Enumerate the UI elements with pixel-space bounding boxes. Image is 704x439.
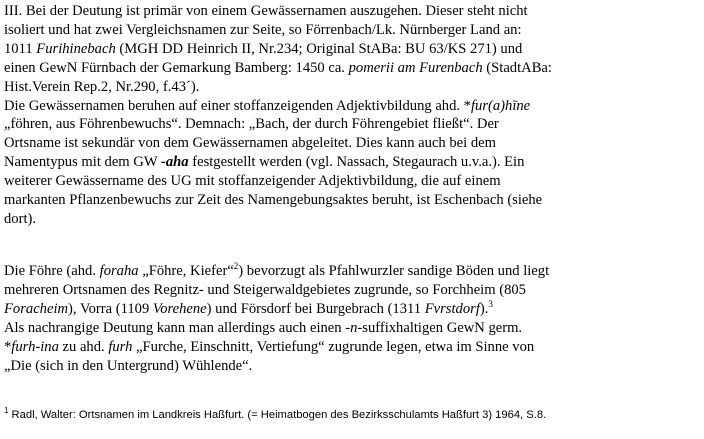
text-line (4, 300, 700, 319)
text-line (4, 78, 700, 97)
text-run: „Föhre, Kiefer“ (138, 263, 234, 279)
text-run: Vorehene (152, 300, 207, 317)
text-run: fur(a)hīne (470, 97, 531, 114)
text-run: 1011 (4, 40, 37, 57)
text-run: Als nachrangige Deutung kann man allerdings auch einen (4, 319, 346, 336)
text-run: -aha (161, 154, 189, 171)
text-run: III. Bei der Deutung ist primär von einem Gewässernamen auszugehen. Dieser steht nicht (4, 3, 528, 19)
text-run: markanten Pflanzenbewuchs zur Zeit des Namengebungsaktes beruht, ist Eschenbach (siehe (4, 192, 543, 209)
text-run: Fvrstdorf (424, 300, 480, 317)
paragraph-foehre (4, 262, 700, 375)
text-line (4, 281, 700, 300)
text-run: -n- (345, 319, 363, 336)
text-run: ) und Försdorf bei Burgebrach (1311 (206, 300, 425, 317)
text-run: Die Föhre (ahd. (4, 263, 100, 279)
text-run: „Die (sich in den Untergrund) Wühlende“. (4, 357, 253, 374)
footnote-text: Radl, Walter: Ortsnamen im Landkreis Haßfurt. (= Heimatbogen des Bezirksschulamts Haßfurt 3) 1964, S.8. (8, 409, 547, 421)
text-run: Furihinebach (36, 40, 116, 57)
text-run: „föhren, aus Föhrenbewuchs“. Demnach: „Bach, der durch Föhrengebiet fließt“. Der (4, 116, 499, 133)
text-line (4, 153, 700, 172)
text-run: einen GewN Fürnbach der Gemarkung Bamberg: 1450 ca. (4, 59, 349, 76)
text-line (4, 191, 700, 210)
text-run: furh (108, 338, 133, 355)
text-run: ), Vorra (1109 (68, 300, 153, 317)
text-line (4, 172, 700, 191)
text-line (4, 2, 700, 21)
footnote (4, 408, 700, 422)
text-line (4, 21, 700, 40)
text-run: dort). (4, 210, 37, 227)
text-line (4, 210, 700, 229)
text-run: suffixhaltigen GewN germ. (362, 319, 523, 336)
text-run: ). (479, 300, 489, 317)
text-run: Die Gewässernamen beruhen auf einer stoffanzeigenden Adjektivbildung ahd. * (4, 97, 471, 114)
text-line (4, 319, 700, 338)
text-line (4, 338, 700, 357)
text-run: zu ahd. (58, 338, 109, 355)
text-run: furh-ina (11, 338, 59, 355)
text-run: ) bevorzugt als Pfahlwurzler sandige Böden und liegt (238, 263, 550, 279)
footnote-reference: 2 (233, 261, 239, 271)
text-run: weiterer Gewässername des UG mit stoffanzeigender Adjektivbildung, die auf einem (4, 173, 501, 190)
text-run: Ortsname ist sekundär von dem Gewässernamen abgeleitet. Dies kann auch bei dem (4, 135, 496, 152)
text-line (4, 357, 700, 376)
text-line (4, 40, 700, 59)
paragraph-etymology (4, 2, 700, 229)
text-run: mehreren Ortsnamen des Regnitz- und Steigerwaldgebietes zugrunde, so Forchheim (805 (4, 281, 526, 298)
text-line (4, 134, 700, 153)
text-run: (StadtABa: (482, 59, 552, 76)
text-run: (MGH DD Heinrich II, Nr.234; Original StABa: BU 63/KS 271) und (115, 40, 523, 57)
text-run: Foracheim (4, 300, 69, 317)
text-run: Namentypus mit dem GW (4, 154, 161, 171)
text-line (4, 97, 700, 116)
text-run: pomerii am Furenbach (348, 59, 483, 76)
text-line (4, 59, 700, 78)
text-run: * (4, 338, 12, 355)
text-line (4, 115, 700, 134)
text-run: „Furche, Einschnitt, Vertiefung“ zugrunde legen, etwa im Sinne von (132, 338, 535, 355)
text-run: isoliert und hat zwei Vergleichsnamen zur Seite, so Förrenbach/Lk. Nürnberger Land an: (4, 21, 522, 38)
text-line (4, 262, 700, 281)
footnote-marker: 1 (4, 406, 9, 415)
text-run: festgestellt werden (vgl. Nassach, Stegaurach u.v.a.). Ein (188, 154, 525, 171)
footnote-reference: 3 (488, 298, 493, 309)
text-run: foraha (99, 263, 139, 279)
text-run: Hist.Verein Rep.2, Nr.290, f.43´). (4, 78, 200, 95)
